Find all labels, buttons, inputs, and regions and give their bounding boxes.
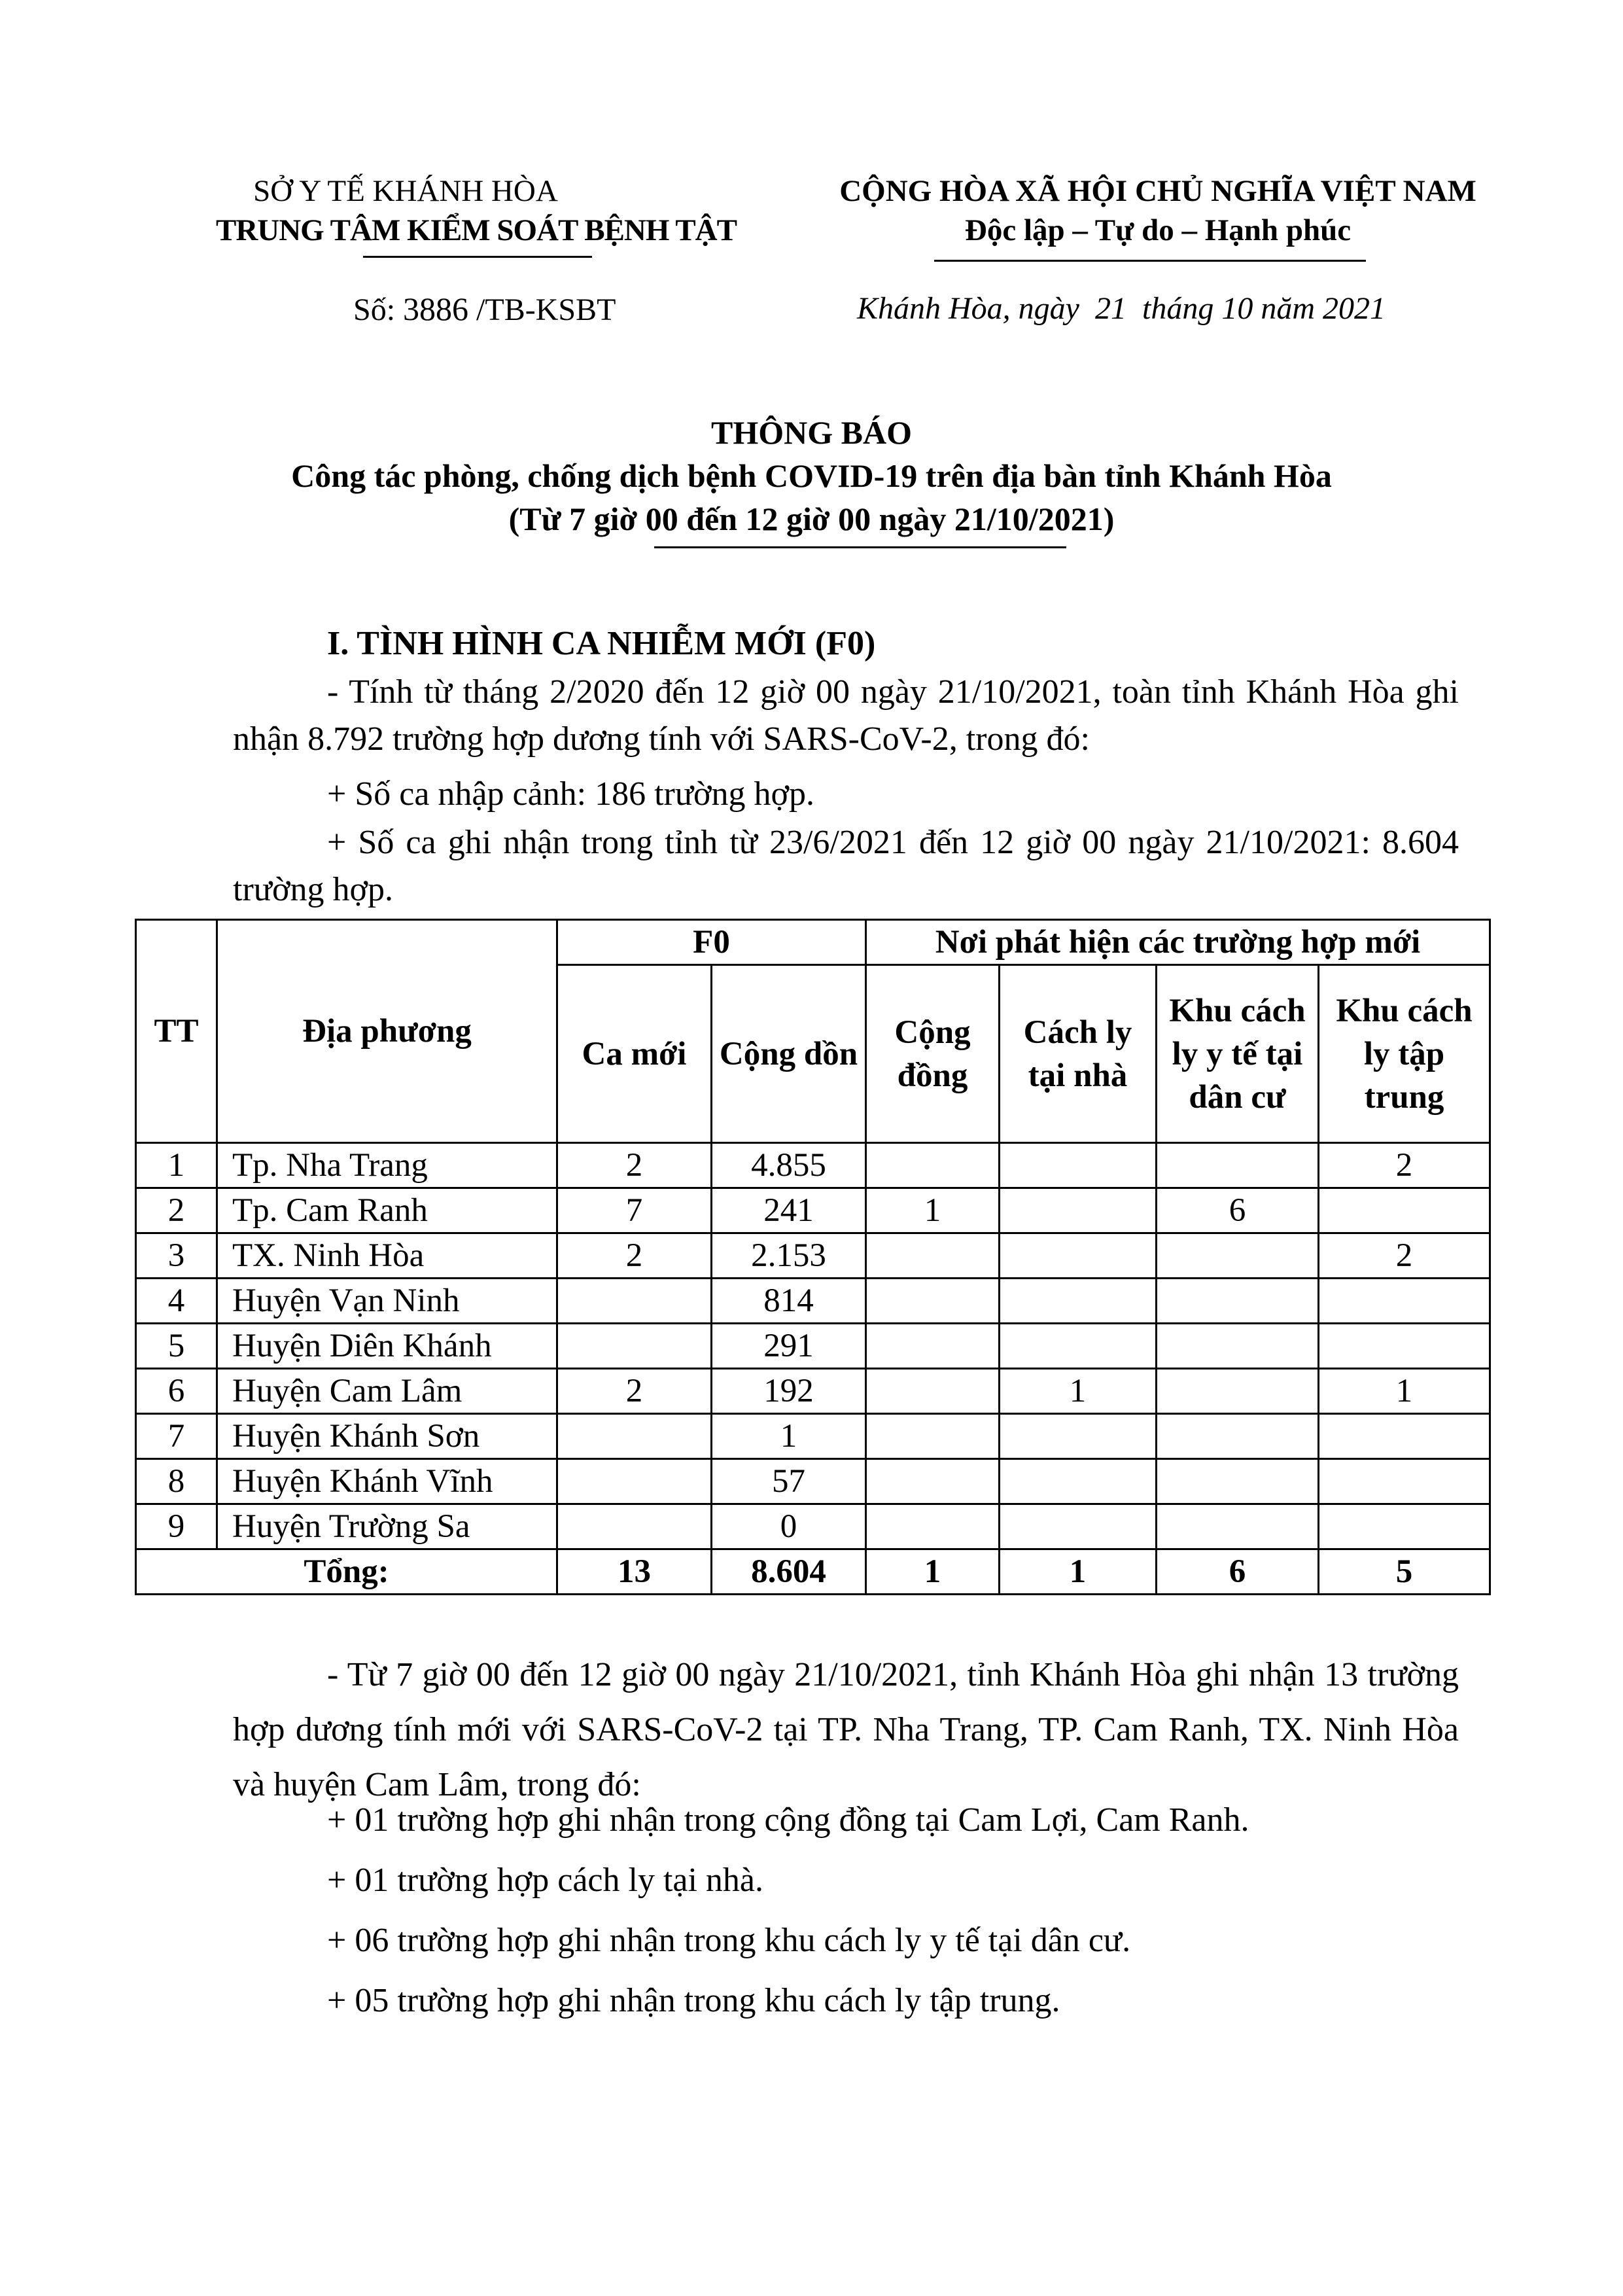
cell-new bbox=[557, 1414, 712, 1459]
header-new-cases: Ca mới bbox=[557, 965, 712, 1143]
cell-home: 1 bbox=[1000, 1369, 1157, 1414]
cell-tt: 1 bbox=[136, 1143, 217, 1188]
cell-home bbox=[1000, 1504, 1157, 1549]
header-locality: Địa phương bbox=[217, 920, 557, 1143]
cell-community bbox=[866, 1369, 1000, 1414]
motto-underline bbox=[934, 260, 1366, 262]
cell-locality: Tp. Nha Trang bbox=[217, 1143, 557, 1188]
table-row bbox=[136, 1143, 1490, 1188]
cell-residential bbox=[1157, 1143, 1319, 1188]
doc-number bbox=[353, 288, 616, 331]
cell-new: 2 bbox=[557, 1143, 712, 1188]
doc-number-suffix: /TB-KSBT bbox=[468, 292, 616, 327]
cell-tt: 8 bbox=[136, 1459, 217, 1504]
cell-cumulative: 57 bbox=[712, 1459, 866, 1504]
cell-locality: Huyện Diên Khánh bbox=[217, 1324, 557, 1369]
cell-residential bbox=[1157, 1504, 1319, 1549]
cell-tt: 9 bbox=[136, 1504, 217, 1549]
cell-new: 7 bbox=[557, 1188, 712, 1233]
doc-number-prefix: Số: bbox=[353, 292, 404, 327]
cell-residential bbox=[1157, 1369, 1319, 1414]
cell-locality: Huyện Trường Sa bbox=[217, 1504, 557, 1549]
table-row bbox=[136, 1414, 1490, 1459]
section1-bullet-2: + Số ca ghi nhận trong tỉnh từ 23/6/2021 đến 12 giờ 00 ngày 21/10/2021: 8.604 trường hợp. bbox=[233, 824, 1459, 908]
doc-number-value: 3886 bbox=[403, 291, 469, 327]
total-centralized: 5 bbox=[1319, 1549, 1490, 1595]
cell-centralized bbox=[1319, 1504, 1490, 1549]
header-detect-group: Nơi phát hiện các trường hợp mới bbox=[866, 920, 1490, 965]
header-f0-group: F0 bbox=[557, 920, 866, 965]
cell-locality: Tp. Cam Ranh bbox=[217, 1188, 557, 1233]
total-residential: 6 bbox=[1157, 1549, 1319, 1595]
cell-home bbox=[1000, 1459, 1157, 1504]
cell-locality: TX. Ninh Hòa bbox=[217, 1233, 557, 1279]
title-underline bbox=[654, 546, 1066, 548]
cell-home bbox=[1000, 1233, 1157, 1279]
table-row bbox=[136, 1504, 1490, 1549]
cell-new bbox=[557, 1459, 712, 1504]
place-date: Khánh Hòa, ngày 21 tháng 10 năm 2021 bbox=[857, 291, 1386, 326]
cell-cumulative: 291 bbox=[712, 1324, 866, 1369]
cell-centralized bbox=[1319, 1324, 1490, 1369]
cell-locality: Huyện Cam Lâm bbox=[217, 1369, 557, 1414]
cell-residential bbox=[1157, 1279, 1319, 1324]
total-new: 13 bbox=[557, 1549, 712, 1595]
cell-cumulative: 1 bbox=[712, 1414, 866, 1459]
cell-cumulative: 241 bbox=[712, 1188, 866, 1233]
table-row bbox=[136, 1459, 1490, 1504]
cell-locality: Huyện Vạn Ninh bbox=[217, 1279, 557, 1324]
cell-new bbox=[557, 1324, 712, 1369]
total-label: Tổng: bbox=[136, 1549, 557, 1595]
header-tt: TT bbox=[136, 920, 217, 1143]
total-community: 1 bbox=[866, 1549, 1000, 1595]
cell-community bbox=[866, 1143, 1000, 1188]
cell-new: 2 bbox=[557, 1233, 712, 1279]
cell-centralized bbox=[1319, 1188, 1490, 1233]
agency-name: TRUNG TÂM KIỂM SOÁT BỆNH TẬT bbox=[216, 213, 737, 247]
total-cumulative: 8.604 bbox=[712, 1549, 866, 1595]
cell-tt: 5 bbox=[136, 1324, 217, 1369]
cell-new: 2 bbox=[557, 1369, 712, 1414]
agency-parent: SỞ Y TẾ KHÁNH HÒA bbox=[253, 174, 558, 208]
section2-bullet-3: + 06 trường hợp ghi nhận trong khu cách ly y tế tại dân cư. bbox=[327, 1922, 1131, 1959]
section2-bullet-2: + 01 trường hợp cách ly tại nhà. bbox=[327, 1862, 764, 1899]
total-home: 1 bbox=[1000, 1549, 1157, 1595]
cell-home bbox=[1000, 1324, 1157, 1369]
section-heading: I. TÌNH HÌNH CA NHIỄM MỚI (F0) bbox=[327, 625, 876, 662]
section1-paragraph: - Tính từ tháng 2/2020 đến 12 giờ 00 ngày 21/10/2021, toàn tỉnh Khánh Hòa ghi nhận 8.792 trường hợp dương tính với SARS-CoV-2, trong đó: bbox=[233, 673, 1459, 758]
cell-residential bbox=[1157, 1414, 1319, 1459]
table-total-row bbox=[136, 1549, 1490, 1595]
section2-bullet-1: + 01 trường hợp ghi nhận trong cộng đồng tại Cam Lợi, Cam Ranh. bbox=[327, 1801, 1249, 1839]
cell-locality: Huyện Khánh Vĩnh bbox=[217, 1459, 557, 1504]
header-community: Cộng đồng bbox=[866, 965, 1000, 1143]
cases-table bbox=[135, 919, 1491, 1595]
cell-cumulative: 192 bbox=[712, 1369, 866, 1414]
cell-community bbox=[866, 1279, 1000, 1324]
header-cumulative: Cộng dồn bbox=[712, 965, 866, 1143]
cell-cumulative: 2.153 bbox=[712, 1233, 866, 1279]
header-residential-isolation: Khu cách ly y tế tại dân cư bbox=[1157, 965, 1319, 1143]
cell-home bbox=[1000, 1279, 1157, 1324]
section2-bullet-4: + 05 trường hợp ghi nhận trong khu cách ly tập trung. bbox=[327, 1982, 1060, 2019]
cell-residential bbox=[1157, 1233, 1319, 1279]
cell-cumulative: 4.855 bbox=[712, 1143, 866, 1188]
cell-centralized: 2 bbox=[1319, 1233, 1490, 1279]
doc-period: (Từ 7 giờ 00 đến 12 giờ 00 ngày 21/10/2021) bbox=[508, 501, 1115, 537]
cell-tt: 7 bbox=[136, 1414, 217, 1459]
cell-new bbox=[557, 1279, 712, 1324]
table-row bbox=[136, 1188, 1490, 1233]
table-row bbox=[136, 1233, 1490, 1279]
cell-community bbox=[866, 1504, 1000, 1549]
cell-tt: 4 bbox=[136, 1279, 217, 1324]
cell-cumulative: 0 bbox=[712, 1504, 866, 1549]
header-home-isolation: Cách ly tại nhà bbox=[1000, 965, 1157, 1143]
country-name: CỘNG HÒA XÃ HỘI CHỦ NGHĨA VIỆT NAM bbox=[839, 174, 1476, 208]
table-row bbox=[136, 1279, 1490, 1324]
cell-tt: 3 bbox=[136, 1233, 217, 1279]
cell-home bbox=[1000, 1414, 1157, 1459]
doc-subtitle: Công tác phòng, chống dịch bệnh COVID-19 trên địa bàn tỉnh Khánh Hòa bbox=[291, 457, 1332, 494]
cell-home bbox=[1000, 1143, 1157, 1188]
section1-bullet-1: + Số ca nhập cảnh: 186 trường hợp. bbox=[327, 775, 815, 813]
cell-centralized bbox=[1319, 1279, 1490, 1324]
table-row bbox=[136, 1324, 1490, 1369]
cell-community bbox=[866, 1324, 1000, 1369]
cell-centralized bbox=[1319, 1459, 1490, 1504]
cell-centralized bbox=[1319, 1414, 1490, 1459]
cell-home bbox=[1000, 1188, 1157, 1233]
header-centralized-isolation: Khu cách ly tập trung bbox=[1319, 965, 1490, 1143]
cell-community bbox=[866, 1414, 1000, 1459]
motto: Độc lập – Tự do – Hạnh phúc bbox=[964, 213, 1352, 247]
cell-tt: 6 bbox=[136, 1369, 217, 1414]
doc-title: THÔNG BÁO bbox=[711, 414, 912, 451]
cell-residential: 6 bbox=[1157, 1188, 1319, 1233]
cell-centralized: 1 bbox=[1319, 1369, 1490, 1414]
cell-locality: Huyện Khánh Sơn bbox=[217, 1414, 557, 1459]
cell-community bbox=[866, 1233, 1000, 1279]
cell-community: 1 bbox=[866, 1188, 1000, 1233]
cell-centralized: 2 bbox=[1319, 1143, 1490, 1188]
cell-residential bbox=[1157, 1324, 1319, 1369]
section2-paragraph: - Từ 7 giờ 00 đến 12 giờ 00 ngày 21/10/2021, tỉnh Khánh Hòa ghi nhận 13 trường hợp dương tính mới với SARS-CoV-2 tại TP. Nha Trang, TP. Cam Ranh, TX. Ninh Hòa và huyện Cam Lâm, trong đó: bbox=[233, 1656, 1459, 1803]
agency-underline bbox=[363, 256, 592, 258]
cell-cumulative: 814 bbox=[712, 1279, 866, 1324]
table-row bbox=[136, 1369, 1490, 1414]
cell-community bbox=[866, 1459, 1000, 1504]
cell-tt: 2 bbox=[136, 1188, 217, 1233]
cell-residential bbox=[1157, 1459, 1319, 1504]
cell-new bbox=[557, 1504, 712, 1549]
